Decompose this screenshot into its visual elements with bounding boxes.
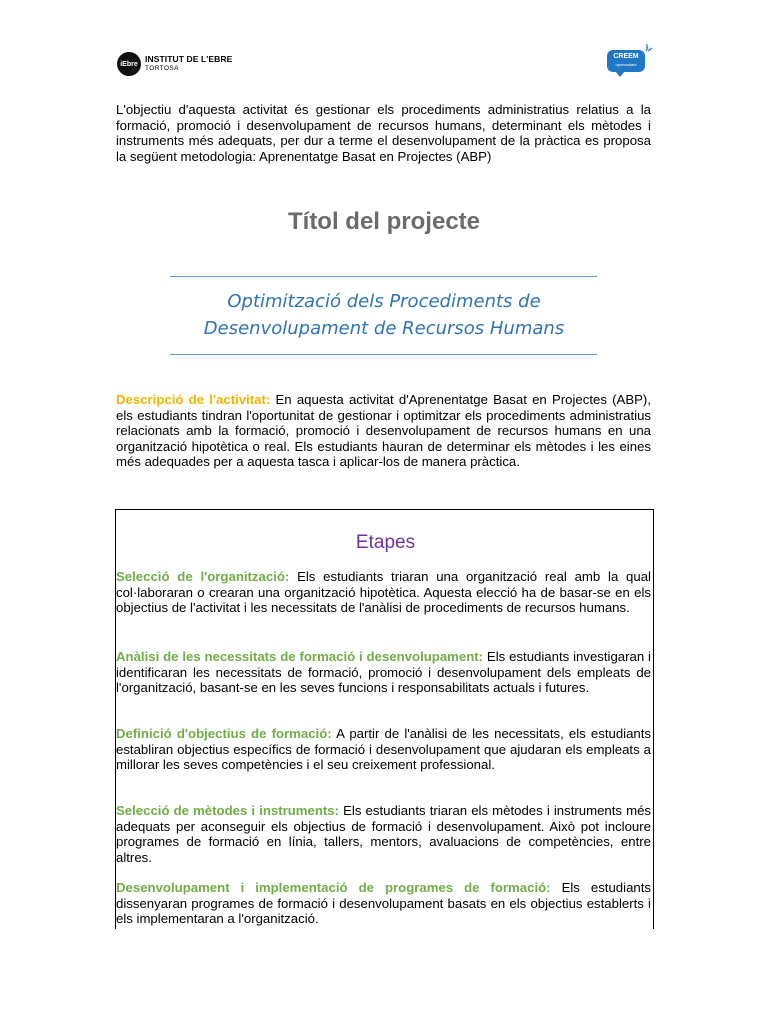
creem-logo — [605, 44, 653, 78]
stage-item — [116, 803, 651, 865]
creem-bubble — [607, 50, 645, 72]
stage-item — [116, 569, 651, 616]
intro-paragraph: L'objectiu d'aquesta activitat és gestionar els procediments administratius relatius a la formació, promoció i desenvolupament de recursos humans, determinant els mètodes i instruments més adequats, per dur a terme el desenvolupament de la pràctica es proposa la següent metodologia: Aprenentatge Basat en Projectes (ABP) — [116, 102, 651, 164]
creem-name: CREEM — [613, 53, 639, 60]
stage-label: Selecció de l'organització: — [116, 569, 290, 584]
project-title — [0, 288, 768, 342]
institut-city: TORTOSA — [145, 65, 179, 72]
spark-icon — [645, 44, 653, 52]
creem-tagline: oportunitats — [615, 62, 637, 67]
creem-bubble-tail — [615, 71, 625, 77]
stage-text: Els estudiants dissenyaran programes de formació i desenvolupament basats en els objectius establerts i els implementaran a l'organització. — [116, 880, 651, 926]
stage-text: Els estudiants triaran els mètodes i instruments més adequats per aconseguir els objectius de formació i desenvolupament. Això pot incloure programes de formació en línia, tallers, mentors, avaluacions de competències, entre altres. — [116, 803, 651, 865]
stage-text: A partir de l'anàlisi de les necessitats, els estudiants establiran objectius específics de formació i desenvolupament que ajudaran els empleats a millorar les seves competències i el seu creixement professional. — [116, 726, 652, 772]
stage-label: Desenvolupament i implementació de programes de formació: — [116, 880, 551, 895]
institut-logo — [117, 52, 232, 76]
title-rule-top — [170, 276, 597, 277]
project-heading: Títol del projecte — [287, 208, 481, 235]
activity-description — [116, 392, 651, 470]
stage-item — [116, 880, 651, 927]
stage-label: Selecció de mètodes i instruments: — [116, 803, 340, 818]
institut-name: INSTITUT DE L'EBRE — [145, 54, 233, 64]
description-label: Descripció de l'activitat: — [116, 392, 271, 407]
stage-label: Anàlisi de les necessitats de formació i desenvolupament: — [116, 649, 484, 664]
stage-item — [116, 726, 651, 773]
stage-label: Definició d'objectius de formació: — [116, 726, 332, 741]
stage-text: Els estudiants triaran una organització real amb la qual col·laboraran o crearan una organització hipotètica. Aquesta elecció ha de basar-se en els objectius de l'activitat i les necessitats de l'anàlisi de procediments de recursos humans. — [116, 569, 651, 615]
project-title-line-1: Optimització dels Procediments de — [227, 291, 541, 312]
stage-item — [116, 649, 651, 696]
description-text: En aquesta activitat d'Aprenentatge Basat en Projectes (ABP), els estudiants tindran l'oportunitat de gestionar i optimitzar els procediments administratius relacionats amb la formació, promoció i desenvolupament de recursos humans en una organització hipotètica o real. Els estudiants hauran de determinar els mètodes i les eines més adequades per a aquesta tasca i aplicar-los de manera pràctica. — [116, 392, 651, 469]
title-rule-bottom — [170, 354, 597, 355]
stage-text: Els estudiants investigaran i identificaran les necessitats de formació, promoció i desenvolupament dels empleats de l'organització, basant-se en les seves funcions i responsabilitats actuals i futures. — [116, 649, 651, 695]
project-title-line-2: Desenvolupament de Recursos Humans — [203, 318, 565, 339]
stages-title: Etapes — [355, 532, 416, 553]
iebre-badge: iEbre — [117, 52, 141, 76]
institut-logo-text — [145, 54, 232, 74]
stages-box — [115, 509, 654, 929]
